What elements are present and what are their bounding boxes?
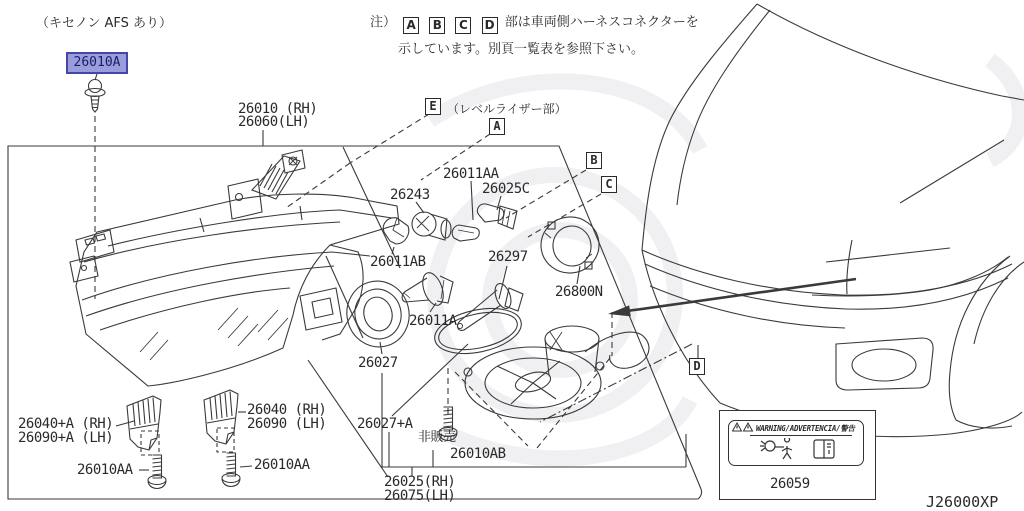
leveliser-note: （レベルライザー部） <box>447 102 567 116</box>
screw-26010AA-left-icon <box>148 455 166 489</box>
part-label-26090-lh[interactable]: 26090 (LH) <box>247 416 327 432</box>
harness-note-line1 <box>370 11 699 34</box>
part-label-26010A-highlighted[interactable]: 26010A <box>66 52 128 74</box>
note-connector-box-c: C <box>455 17 471 34</box>
note-line1-suffix: 部は車両側ハーネスコネクターを <box>504 15 699 30</box>
part-label-26800N[interactable]: 26800N <box>555 284 603 300</box>
warning-triangles-icon <box>732 422 756 432</box>
connector-box-d: D <box>689 358 705 375</box>
part-label-26090A-lh[interactable]: 26090+A (LH) <box>18 430 114 446</box>
part-label-26027A[interactable]: 26027+A <box>357 416 413 432</box>
screw-26010A-icon <box>85 80 105 113</box>
bracket-26040-icon <box>204 390 238 444</box>
bracket-26040A-icon <box>127 396 161 450</box>
pointer-arrow <box>608 279 856 316</box>
warning-title: WARNING/ADVERTENCIA/警告 <box>732 422 860 434</box>
warning-pictograms <box>732 438 860 462</box>
connector-box-a: A <box>489 118 505 135</box>
connector-box-c: C <box>601 176 617 193</box>
note-connector-box-b: B <box>429 17 445 34</box>
seal-ring-26027-icon <box>340 274 416 353</box>
halogen-bulb-icon <box>765 441 775 451</box>
part-label-26297[interactable]: 26297 <box>488 249 528 265</box>
connector-box-e: E <box>425 98 441 115</box>
dashed-leader-lines <box>95 114 612 448</box>
part-label-26010AA-right[interactable]: 26010AA <box>254 457 310 473</box>
parts-box-outline <box>8 146 702 499</box>
part-label-26060-lh[interactable]: 26060(LH) <box>238 114 310 130</box>
diagram-code: J26000XP <box>926 493 999 511</box>
screw-26010AA-right-icon <box>222 453 240 487</box>
part-label-26011AA[interactable]: 26011AA <box>443 166 499 182</box>
part-label-26040-rh[interactable]: 26040 (RH) <box>247 402 327 418</box>
note-connector-box-a: A <box>403 17 419 34</box>
part-label-26040A-rh[interactable]: 26040+A (RH) <box>18 416 114 432</box>
part-label-26011AB[interactable]: 26011AB <box>370 254 426 270</box>
not-for-sale-note: 非販売 <box>418 430 456 445</box>
part-label-26010AB[interactable]: 26010AB <box>450 446 506 462</box>
part-label-26075-lh[interactable]: 26075(LH) <box>384 488 456 504</box>
part-label-26011A[interactable]: 26011A <box>409 313 457 329</box>
note-prefix: 注） <box>370 15 397 30</box>
warning-label <box>728 420 864 466</box>
person-icon <box>782 438 792 459</box>
part-label-26243[interactable]: 26243 <box>390 187 430 203</box>
variant-note: （キセノン AFS あり） <box>36 16 173 31</box>
part-label-26025-rh[interactable]: 26025(RH) <box>384 474 456 490</box>
connector-box-b: B <box>586 152 602 169</box>
warning-divider <box>750 435 852 436</box>
part-label-26059[interactable]: 26059 <box>770 476 810 492</box>
part-label-26010AA-left[interactable]: 26010AA <box>77 462 133 478</box>
socket-26243-icon <box>412 212 451 240</box>
warning-label-box <box>719 410 876 500</box>
harness-note-line2: 示しています。別頁一覧表を参照下さい。 <box>398 42 644 57</box>
part-label-26010-rh[interactable]: 26010 (RH) <box>238 101 318 117</box>
part-label-26025C[interactable]: 26025C <box>482 181 530 197</box>
note-connector-box-d: D <box>482 17 498 34</box>
part-label-26027[interactable]: 26027 <box>358 355 398 371</box>
